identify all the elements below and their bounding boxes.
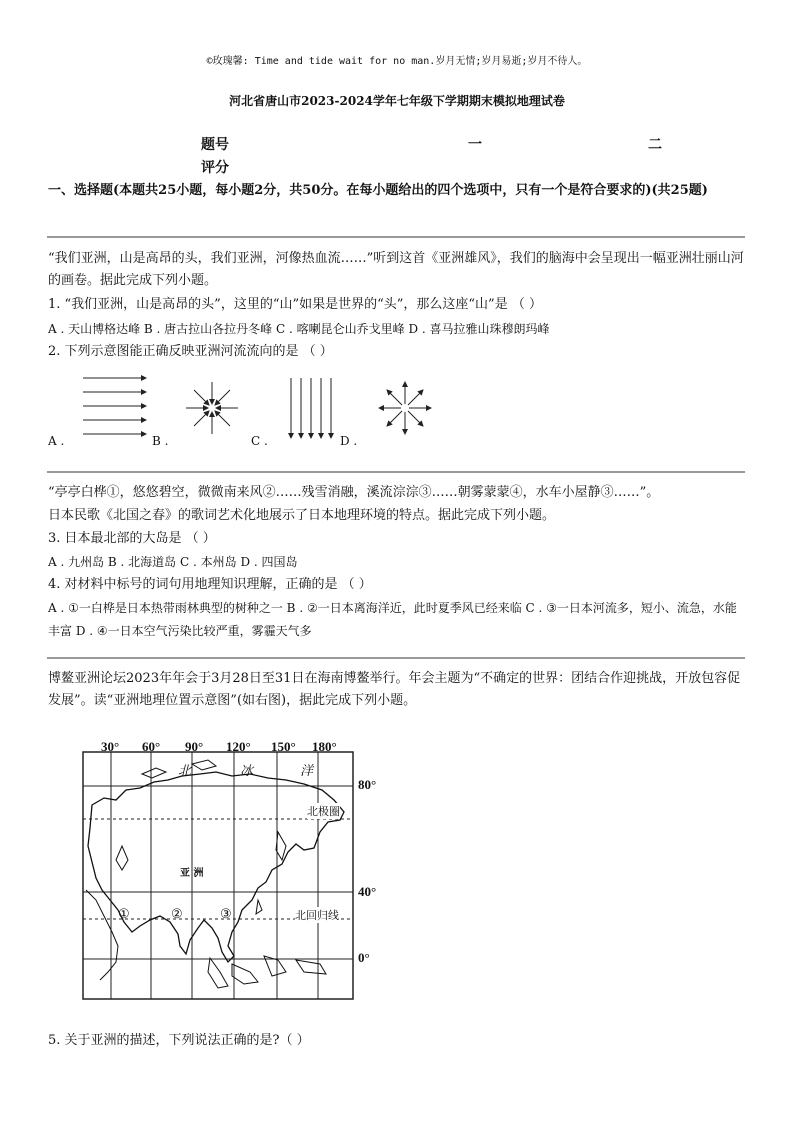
ocean-char-3: 洋 xyxy=(300,764,314,779)
score-table-score-label: 评分 xyxy=(201,160,229,176)
diagram-label-c: C . xyxy=(251,434,268,448)
diagram-label-d: D . xyxy=(340,434,358,448)
lat-label-40: 40° xyxy=(358,884,377,899)
diagram-a xyxy=(83,378,146,434)
question-3: 3. 日本最北部的大岛是 （ ） xyxy=(48,531,216,546)
exam-title: 河北省唐山市2023-2024学年七年级下学期期末模拟地理试卷 xyxy=(229,94,565,108)
lon-label-30: 30° xyxy=(101,739,120,754)
score-table-col-1: 一 xyxy=(468,137,482,153)
ocean-char-2: 冰 xyxy=(240,764,254,779)
question-1: 1. “我们亚洲，山是高昂的头”，这里的“山”如果是世界的“头”，那么这座“山”是 （ ） xyxy=(48,297,542,312)
lon-label-60: 60° xyxy=(142,739,161,754)
group2-intro-line2: 日本民歌《北国之春》的歌词艺术化地展示了日本地理环境的特点。据此完成下列小题。 xyxy=(48,508,556,523)
lat-label-0: 0° xyxy=(358,950,370,965)
group3-intro: 博鳌亚洲论坛2023年年会于3月28日至31日在海南博鳌举行。年会主题为“不确定的世界：团结合作迎挑战，开放包容促发展”。读“亚洲地理位置示意图”(如右图)，据此完成下列小题。 xyxy=(48,671,741,708)
divider xyxy=(47,236,745,238)
diagram-d xyxy=(379,382,431,434)
diagram-c xyxy=(291,378,331,438)
divider xyxy=(47,471,745,473)
map-marker-3: ③ xyxy=(220,907,232,922)
question-2: 2. 下列示意图能正确反映亚洲河流流向的是 （ ） xyxy=(48,344,333,359)
divider xyxy=(47,657,745,659)
score-table-col-2: 二 xyxy=(648,137,662,153)
question-3-options: A . 九州岛 B . 北海道岛 C . 本州岛 D . 四国岛 xyxy=(48,555,298,569)
group2-intro-line1: “亭亭白桦①，悠悠碧空，微微南来风②……残雪消融，溪流淙淙③……朝雾蒙蒙④，水车小屋静③……”。 xyxy=(48,485,660,500)
score-table-row-label: 题号 xyxy=(201,137,229,153)
map-marker-2: ② xyxy=(171,907,183,922)
diagram-label-a: A . xyxy=(48,434,65,448)
diagram-b xyxy=(186,382,238,434)
diagram-label-b: B . xyxy=(152,434,169,448)
arctic-circle-label: 北极圈 xyxy=(307,805,340,818)
lon-label-90: 90° xyxy=(185,739,204,754)
group1-intro: “我们亚洲，山是高昂的头，我们亚洲，河像热血流……”听到这首《亚洲雄风》，我们的脑海中会呈现出一幅亚洲壮丽山河的画卷。据此完成下列小题。 xyxy=(48,251,744,288)
lon-label-120: 120° xyxy=(226,739,251,754)
tropic-label: 北回归线 xyxy=(295,909,339,922)
ocean-char-1: 北 xyxy=(178,764,192,779)
question-5: 5. 关于亚洲的描述，下列说法正确的是?（ ） xyxy=(48,1033,310,1048)
question-4-options: A . ①一白桦是日本热带雨林典型的树种之一 B . ②一日本离海洋近，此时夏季风已经来临 C . ③一日本河流多，短小、流急，水能丰富 D . ④一日本空气污染比较严重，雾霾天气多 xyxy=(48,601,737,638)
lon-label-150: 150° xyxy=(271,739,296,754)
asia-coastline xyxy=(88,772,344,962)
continent-label: 亚 洲 xyxy=(180,868,204,879)
question-4: 4. 对材料中标号的词句用地理知识理解，正确的是 （ ） xyxy=(48,577,372,592)
section-heading: 一、选择题(本题共25小题，每小题2分，共50分。在每小题给出的四个选项中，只有一个是符合要求的)(共25题) xyxy=(48,183,708,198)
lon-label-180: 180° xyxy=(312,739,337,754)
lat-label-80: 80° xyxy=(358,777,377,792)
asia-location-map xyxy=(82,750,358,1002)
river-flow-diagrams xyxy=(48,370,448,452)
motto-line: ©玫瑰馨: Time and tide wait for no man.岁月无情;岁月易逝;岁月不待人。 xyxy=(206,56,588,67)
question-1-options: A . 天山博格达峰 B . 唐古拉山各拉丹冬峰 C . 喀喇昆仑山乔戈里峰 D . 喜马拉雅山珠穆朗玛峰 xyxy=(48,322,550,336)
map-marker-1: ① xyxy=(118,907,130,922)
